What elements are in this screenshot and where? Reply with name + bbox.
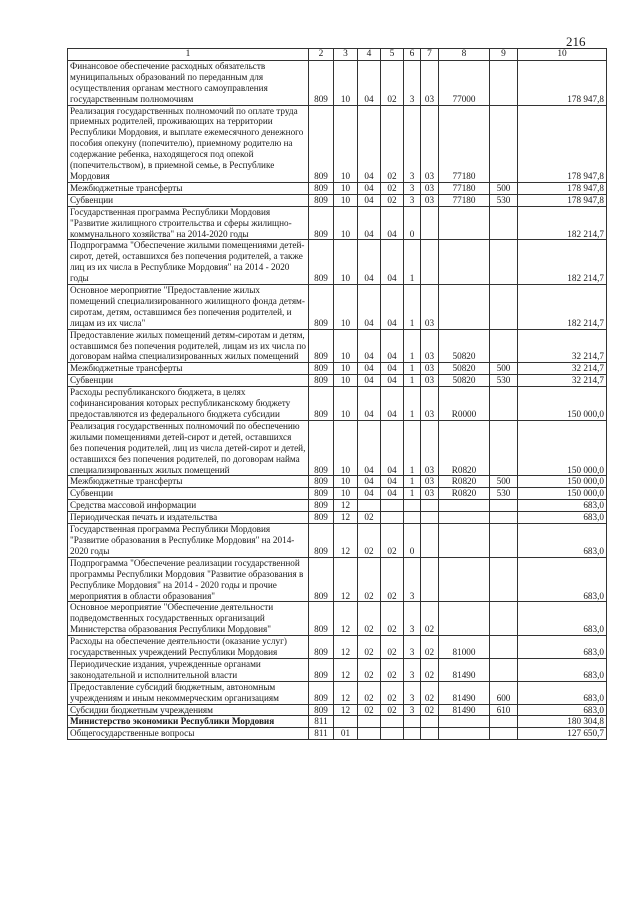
row-code-event (421, 500, 439, 512)
row-amount: 683,0 (518, 704, 607, 716)
row-code-subsection: 04 (358, 488, 381, 500)
row-amount: 683,0 (518, 557, 607, 602)
row-code-expense-type (490, 240, 518, 285)
row-code-subprogram: 3 (404, 636, 421, 659)
row-amount: 182 214,7 (518, 285, 607, 330)
row-name: Субвенции (68, 488, 309, 500)
table-row (68, 704, 607, 716)
row-code-section: 12 (334, 500, 358, 512)
row-code-program: 04 (381, 375, 404, 387)
row-code-direction (439, 500, 490, 512)
table-row (68, 60, 607, 105)
row-code-direction (439, 716, 490, 728)
table-row (68, 602, 607, 636)
table-row (68, 363, 607, 375)
row-code-expense-type (490, 105, 518, 182)
row-amount: 683,0 (518, 636, 607, 659)
table-row (68, 240, 607, 285)
row-code-expense-type: 530 (490, 488, 518, 500)
column-header: 5 (381, 49, 404, 61)
row-amount: 182 214,7 (518, 206, 607, 240)
row-amount: 32 214,7 (518, 363, 607, 375)
row-code-expense-type (490, 728, 518, 740)
row-code-subsection: 02 (358, 658, 381, 681)
row-code-subsection: 04 (358, 194, 381, 206)
row-code-program: 02 (381, 658, 404, 681)
row-code-direction (439, 206, 490, 240)
row-name: Периодические издания, учрежденные органами законодательной и исполнительной власти (68, 658, 309, 681)
row-code-direction: R0820 (439, 476, 490, 488)
row-code-event: 03 (421, 363, 439, 375)
row-code-ministry: 809 (309, 206, 334, 240)
row-code-direction: 50820 (439, 329, 490, 363)
row-code-direction: 77180 (439, 105, 490, 182)
row-code-subsection: 02 (358, 557, 381, 602)
row-code-program: 04 (381, 420, 404, 476)
row-code-subsection: 02 (358, 704, 381, 716)
row-code-event (421, 728, 439, 740)
table-row (68, 658, 607, 681)
row-code-section: 12 (334, 602, 358, 636)
row-code-program: 02 (381, 704, 404, 716)
column-header: 9 (490, 49, 518, 61)
row-code-event (421, 524, 439, 558)
row-code-event: 03 (421, 105, 439, 182)
column-header: 3 (334, 49, 358, 61)
row-code-subprogram: 1 (404, 329, 421, 363)
row-code-ministry: 809 (309, 636, 334, 659)
row-code-subprogram: 1 (404, 240, 421, 285)
row-code-subsection: 02 (358, 681, 381, 704)
row-code-program: 04 (381, 387, 404, 421)
row-code-subprogram: 1 (404, 476, 421, 488)
row-code-event: 03 (421, 194, 439, 206)
table-row (68, 387, 607, 421)
row-code-event: 02 (421, 681, 439, 704)
column-header: 10 (518, 49, 607, 61)
row-code-section: 01 (334, 728, 358, 740)
row-amount: 683,0 (518, 500, 607, 512)
row-code-event: 03 (421, 329, 439, 363)
row-code-subprogram: 1 (404, 387, 421, 421)
row-amount: 150 000,0 (518, 420, 607, 476)
row-name: Периодическая печать и издательства (68, 512, 309, 524)
table-row (68, 488, 607, 500)
row-code-event: 02 (421, 658, 439, 681)
row-code-direction: R0000 (439, 387, 490, 421)
row-code-subsection: 04 (358, 329, 381, 363)
row-code-section: 12 (334, 658, 358, 681)
table-row (68, 716, 607, 728)
row-code-program: 02 (381, 194, 404, 206)
row-code-subprogram: 1 (404, 420, 421, 476)
row-code-direction: 81000 (439, 636, 490, 659)
row-code-program (381, 512, 404, 524)
row-name: Средства массовой информации (68, 500, 309, 512)
row-code-expense-type (490, 716, 518, 728)
row-name: Реализация государственных полномочий по оплате труда приемных родителей, проживающих на территории Республики Мордовия, и выплате ежемесячного денежного пособия опекуну (попечителю), приемному родителю на содержание ребенка, находящегося под опекой (попечительством), в приемной семье, в Республике Мордовия (68, 105, 309, 182)
row-code-subsection: 04 (358, 476, 381, 488)
row-code-section: 10 (334, 194, 358, 206)
row-code-program: 02 (381, 524, 404, 558)
row-code-ministry: 809 (309, 375, 334, 387)
row-name: Межбюджетные трансферты (68, 476, 309, 488)
row-code-subsection: 04 (358, 363, 381, 375)
row-code-subsection: 04 (358, 420, 381, 476)
row-code-program: 02 (381, 60, 404, 105)
row-code-event: 03 (421, 182, 439, 194)
row-code-ministry: 809 (309, 557, 334, 602)
row-code-ministry: 809 (309, 488, 334, 500)
row-code-program: 04 (381, 206, 404, 240)
row-code-expense-type (490, 420, 518, 476)
row-code-subsection (358, 500, 381, 512)
row-code-expense-type (490, 206, 518, 240)
row-code-ministry: 809 (309, 387, 334, 421)
column-header: 6 (404, 49, 421, 61)
table-row (68, 285, 607, 330)
row-code-event: 03 (421, 375, 439, 387)
row-code-direction: R0820 (439, 420, 490, 476)
row-code-section: 12 (334, 636, 358, 659)
row-amount: 683,0 (518, 681, 607, 704)
row-code-subprogram: 3 (404, 557, 421, 602)
row-code-expense-type: 530 (490, 375, 518, 387)
row-code-program: 02 (381, 602, 404, 636)
row-code-ministry: 809 (309, 500, 334, 512)
row-code-section: 10 (334, 488, 358, 500)
row-code-section: 10 (334, 285, 358, 330)
row-name: Расходы республиканского бюджета, в целях софинансирования которых республиканскому бюджету предоставляются из федерального бюджета субсидии (68, 387, 309, 421)
row-code-event: 03 (421, 488, 439, 500)
row-code-subprogram (404, 728, 421, 740)
row-code-program: 04 (381, 488, 404, 500)
row-code-subprogram: 3 (404, 658, 421, 681)
row-code-subsection: 04 (358, 60, 381, 105)
row-amount: 32 214,7 (518, 329, 607, 363)
row-code-expense-type (490, 636, 518, 659)
row-code-program: 02 (381, 557, 404, 602)
row-code-ministry: 811 (309, 716, 334, 728)
row-name: Подпрограмма "Обеспечение реализации государственной программы Республики Мордовия "Развитие образования в Республике Мордовия" на 2014 - 2020 годы и прочие мероприятия в области образования" (68, 557, 309, 602)
table-row (68, 420, 607, 476)
table-row (68, 512, 607, 524)
row-code-event: 03 (421, 387, 439, 421)
row-name: Расходы на обеспечение деятельности (оказание услуг) государственных учреждений Республики Мордовия (68, 636, 309, 659)
row-code-expense-type: 500 (490, 363, 518, 375)
row-name: Министерство экономики Республики Мордовия (68, 716, 309, 728)
row-amount: 32 214,7 (518, 375, 607, 387)
row-code-section (334, 716, 358, 728)
row-code-direction (439, 557, 490, 602)
row-code-direction (439, 728, 490, 740)
row-code-section: 12 (334, 512, 358, 524)
table-row (68, 500, 607, 512)
row-code-subsection: 04 (358, 375, 381, 387)
row-code-program: 02 (381, 105, 404, 182)
row-code-direction (439, 602, 490, 636)
row-code-direction: 77180 (439, 182, 490, 194)
table-row (68, 182, 607, 194)
row-amount: 150 000,0 (518, 387, 607, 421)
row-code-program: 04 (381, 240, 404, 285)
row-code-expense-type (490, 500, 518, 512)
row-code-direction: 81490 (439, 681, 490, 704)
row-name: Основное мероприятие "Обеспечение деятельности подведомственных государственных организаций Министерства образования Республики Мордовия" (68, 602, 309, 636)
row-code-direction (439, 285, 490, 330)
row-code-ministry: 809 (309, 194, 334, 206)
row-code-ministry: 809 (309, 681, 334, 704)
row-code-expense-type (490, 557, 518, 602)
row-code-subsection: 04 (358, 206, 381, 240)
table-row (68, 206, 607, 240)
row-amount: 178 947,8 (518, 60, 607, 105)
row-code-program: 04 (381, 329, 404, 363)
row-code-ministry: 809 (309, 704, 334, 716)
row-code-section: 10 (334, 329, 358, 363)
row-code-event: 02 (421, 636, 439, 659)
row-amount: 127 650,7 (518, 728, 607, 740)
row-code-section: 10 (334, 60, 358, 105)
row-code-direction: R0820 (439, 488, 490, 500)
row-code-subprogram: 1 (404, 488, 421, 500)
row-code-expense-type (490, 524, 518, 558)
row-code-subprogram: 1 (404, 375, 421, 387)
budget-table (67, 48, 607, 740)
row-code-expense-type (490, 658, 518, 681)
row-code-direction (439, 512, 490, 524)
row-code-expense-type: 530 (490, 194, 518, 206)
row-code-direction (439, 524, 490, 558)
row-code-subprogram (404, 500, 421, 512)
row-code-ministry: 811 (309, 728, 334, 740)
table-row (68, 681, 607, 704)
row-code-section: 12 (334, 557, 358, 602)
row-name: Реализация государственных полномочий по обеспечению жилыми помещениями детей-сирот и детей, оставшихся без попечения родителей, лиц из числа детей-сирот и детей, оставшихся без попечения родителей, по договорам найма специализированных жилых помещений (68, 420, 309, 476)
column-header: 1 (68, 49, 309, 61)
row-code-program (381, 728, 404, 740)
row-code-ministry: 809 (309, 602, 334, 636)
row-code-program: 04 (381, 476, 404, 488)
row-code-subsection: 04 (358, 182, 381, 194)
column-header: 4 (358, 49, 381, 61)
row-name: Общегосударственные вопросы (68, 728, 309, 740)
row-amount: 150 000,0 (518, 488, 607, 500)
row-code-program: 02 (381, 681, 404, 704)
row-code-subsection: 04 (358, 105, 381, 182)
row-amount: 178 947,8 (518, 182, 607, 194)
row-code-ministry: 809 (309, 476, 334, 488)
row-code-ministry: 809 (309, 182, 334, 194)
row-code-subsection: 02 (358, 636, 381, 659)
row-code-event: 03 (421, 285, 439, 330)
row-code-subprogram: 1 (404, 285, 421, 330)
row-code-ministry: 809 (309, 329, 334, 363)
row-code-expense-type: 600 (490, 681, 518, 704)
row-code-subprogram: 3 (404, 105, 421, 182)
row-code-direction: 50820 (439, 375, 490, 387)
row-name: Финансовое обеспечение расходных обязательств муниципальных образований по переданным для осуществления органам местного самоуправления государственным полномочиям (68, 60, 309, 105)
row-code-section: 12 (334, 681, 358, 704)
page-number: 216 (566, 34, 586, 49)
row-amount: 180 304,8 (518, 716, 607, 728)
row-name: Межбюджетные трансферты (68, 182, 309, 194)
row-code-program: 02 (381, 636, 404, 659)
row-amount: 683,0 (518, 658, 607, 681)
row-code-subprogram: 0 (404, 206, 421, 240)
row-code-subprogram: 1 (404, 363, 421, 375)
row-code-expense-type (490, 329, 518, 363)
row-code-program (381, 716, 404, 728)
row-code-section: 10 (334, 476, 358, 488)
row-name: Предоставление субсидий бюджетным, автономным учреждениям и иным некоммерческим организациям (68, 681, 309, 704)
row-name: Государственная программа Республики Мордовия "Развитие образования в Республике Мордовия" на 2014-2020 годы (68, 524, 309, 558)
row-code-section: 10 (334, 240, 358, 285)
row-code-subsection: 02 (358, 512, 381, 524)
row-code-ministry: 809 (309, 658, 334, 681)
row-code-direction: 81490 (439, 704, 490, 716)
row-code-event: 03 (421, 60, 439, 105)
row-amount: 683,0 (518, 602, 607, 636)
row-code-ministry: 809 (309, 420, 334, 476)
row-code-event (421, 512, 439, 524)
row-code-ministry: 809 (309, 524, 334, 558)
row-code-subprogram (404, 716, 421, 728)
row-code-subsection (358, 716, 381, 728)
row-code-subsection: 04 (358, 285, 381, 330)
table-row (68, 557, 607, 602)
column-header: 8 (439, 49, 490, 61)
row-name: Предоставление жилых помещений детям-сиротам и детям, оставшимся без попечения родителей, лицам из их числа по договорам найма специализированных жилых помещений (68, 329, 309, 363)
row-code-program: 04 (381, 285, 404, 330)
row-code-expense-type (490, 387, 518, 421)
row-code-ministry: 809 (309, 285, 334, 330)
row-code-subprogram: 3 (404, 681, 421, 704)
row-code-program: 02 (381, 182, 404, 194)
row-name: Субвенции (68, 194, 309, 206)
table-row (68, 194, 607, 206)
row-amount: 683,0 (518, 512, 607, 524)
row-code-section: 12 (334, 704, 358, 716)
table-row (68, 375, 607, 387)
row-code-subprogram: 0 (404, 524, 421, 558)
row-amount: 150 000,0 (518, 476, 607, 488)
row-name: Межбюджетные трансферты (68, 363, 309, 375)
row-code-direction: 77000 (439, 60, 490, 105)
row-code-event (421, 557, 439, 602)
row-code-direction: 81490 (439, 658, 490, 681)
table-row (68, 524, 607, 558)
row-code-section: 10 (334, 363, 358, 375)
row-code-subprogram: 3 (404, 182, 421, 194)
row-name: Основное мероприятие "Предоставление жилых помещений специализированного жилищного фонда детям-сиротам, детям, оставшимся без попечения родителей, и лицам из их числа" (68, 285, 309, 330)
row-code-expense-type: 500 (490, 476, 518, 488)
row-code-expense-type (490, 512, 518, 524)
row-code-expense-type (490, 285, 518, 330)
row-code-subsection (358, 728, 381, 740)
column-header: 2 (309, 49, 334, 61)
row-code-subsection: 02 (358, 602, 381, 636)
row-name: Подпрограмма "Обеспечение жилыми помещениями детей-сирот, детей, оставшихся без попечения родителей, а также лиц из их числа в Республике Мордовия" на 2014 - 2020 годы (68, 240, 309, 285)
column-header: 7 (421, 49, 439, 61)
row-code-event: 02 (421, 704, 439, 716)
row-code-subprogram: 3 (404, 194, 421, 206)
table-row (68, 329, 607, 363)
row-code-ministry: 809 (309, 512, 334, 524)
table-row (68, 636, 607, 659)
row-code-section: 12 (334, 524, 358, 558)
row-code-ministry: 809 (309, 363, 334, 375)
row-amount: 182 214,7 (518, 240, 607, 285)
table-row (68, 728, 607, 740)
row-amount: 178 947,8 (518, 105, 607, 182)
row-code-section: 10 (334, 420, 358, 476)
row-code-direction: 77180 (439, 194, 490, 206)
row-code-subprogram (404, 512, 421, 524)
row-code-program (381, 500, 404, 512)
row-code-ministry: 809 (309, 60, 334, 105)
row-code-event: 03 (421, 476, 439, 488)
row-code-ministry: 809 (309, 105, 334, 182)
row-code-direction: 50820 (439, 363, 490, 375)
row-code-event (421, 240, 439, 285)
row-code-expense-type: 610 (490, 704, 518, 716)
table-row (68, 105, 607, 182)
row-code-subprogram: 3 (404, 602, 421, 636)
row-code-event: 03 (421, 420, 439, 476)
header-row (68, 49, 607, 61)
row-code-direction (439, 240, 490, 285)
row-code-section: 10 (334, 105, 358, 182)
row-code-subsection: 02 (358, 524, 381, 558)
row-code-section: 10 (334, 375, 358, 387)
row-code-section: 10 (334, 182, 358, 194)
row-code-ministry: 809 (309, 240, 334, 285)
row-code-expense-type: 500 (490, 182, 518, 194)
row-code-section: 10 (334, 206, 358, 240)
table-row (68, 476, 607, 488)
row-code-section: 10 (334, 387, 358, 421)
row-amount: 178 947,8 (518, 194, 607, 206)
row-name: Государственная программа Республики Мордовия "Развитие жилищного строительства и сферы жилищно-коммунального хозяйства" на 2014-2020 годы (68, 206, 309, 240)
row-code-event: 02 (421, 602, 439, 636)
row-code-expense-type (490, 60, 518, 105)
row-code-event (421, 716, 439, 728)
row-name: Субвенции (68, 375, 309, 387)
row-code-expense-type (490, 602, 518, 636)
row-code-subprogram: 3 (404, 60, 421, 105)
row-amount: 683,0 (518, 524, 607, 558)
row-code-subsection: 04 (358, 387, 381, 421)
row-name: Субсидии бюджетным учреждениям (68, 704, 309, 716)
row-code-subprogram: 3 (404, 704, 421, 716)
row-code-program: 04 (381, 363, 404, 375)
row-code-subsection: 04 (358, 240, 381, 285)
row-code-event (421, 206, 439, 240)
